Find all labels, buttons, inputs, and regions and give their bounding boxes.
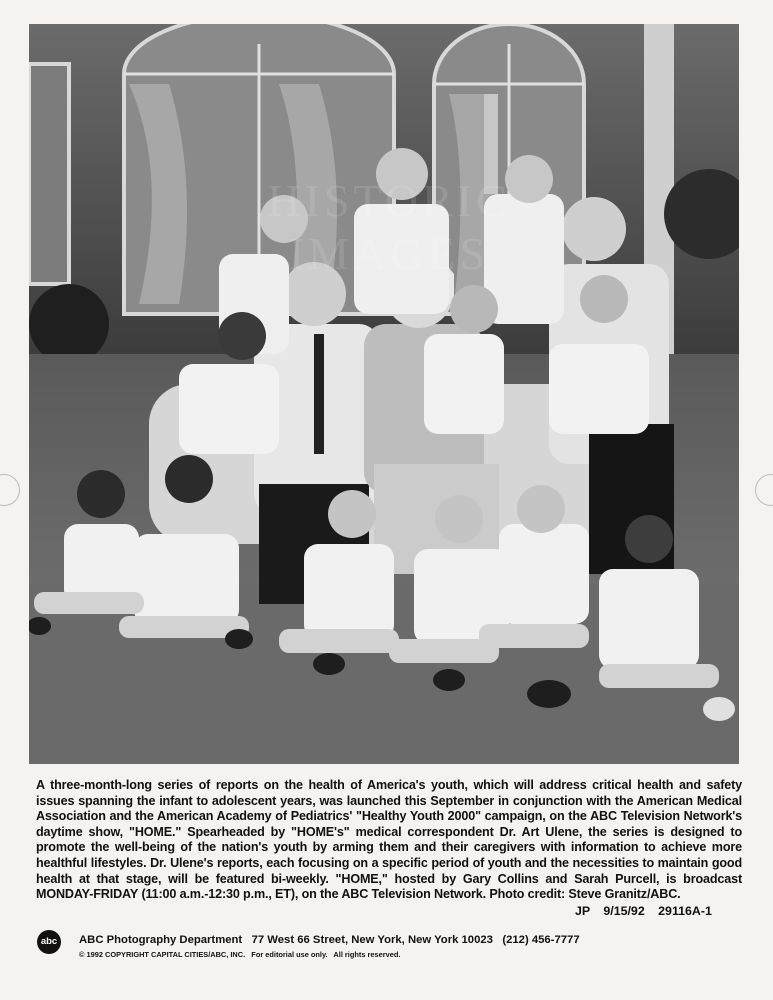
watermark: HISTORIC IMAGES: [267, 175, 511, 279]
caption-schedule: MONDAY-FRIDAY: [36, 887, 139, 902]
photo-code: JP 9/15/92 29116A-1: [575, 904, 712, 918]
caption-text-1: A three-month-long series of reports on the health of America's youth, which will address critical health and safety issues spanning the infant to adolescent years, was launched this September in conjunction with the American Medical Association and the American Academy of Pediatrics' "Healthy Youth 2000" campaign, on the ABC Television Network's daytime show,: [36, 778, 742, 839]
abc-logo-icon: abc: [37, 930, 61, 954]
caption-home-2: "HOME's": [291, 824, 350, 839]
caption-text-2: Spearheaded by: [181, 824, 292, 839]
department-line: ABC Photography Department 77 West 66 Street, New York, New York 10023 (212) 456-7777: [79, 934, 580, 946]
caption-text-4: hosted by Gary Collins and Sarah Purcell, is broadcast: [387, 871, 742, 886]
caption-text-5: (11:00 a.m.-12:30 p.m., ET), on the ABC Television Network. Photo credit: Steve Granitz/ABC.: [138, 887, 681, 902]
group-photo-image: [29, 24, 739, 764]
film-reel-mark-right: [755, 474, 773, 506]
copyright-line: © 1992 COPYRIGHT CAPITAL CITIES/ABC, INC. For editorial use only. All rights reserved.: [79, 950, 401, 959]
press-caption: [36, 778, 742, 903]
caption-home-3: "HOME,": [335, 871, 388, 886]
film-reel-mark-left: [0, 474, 20, 506]
caption-text-3: medical correspondent Dr. Art Ulene, the series is designed to promote the well-being of the nation's youth by arming them and their caregivers with information to achieve more healthful lifestyles. Dr. Ulene's reports, each focusing on a specific period of youth and the necessities to maintain good health at that stage, will be featured bi-weekly.: [36, 824, 742, 886]
caption-home-1: "HOME.": [129, 824, 182, 839]
group-photo: [29, 24, 739, 764]
